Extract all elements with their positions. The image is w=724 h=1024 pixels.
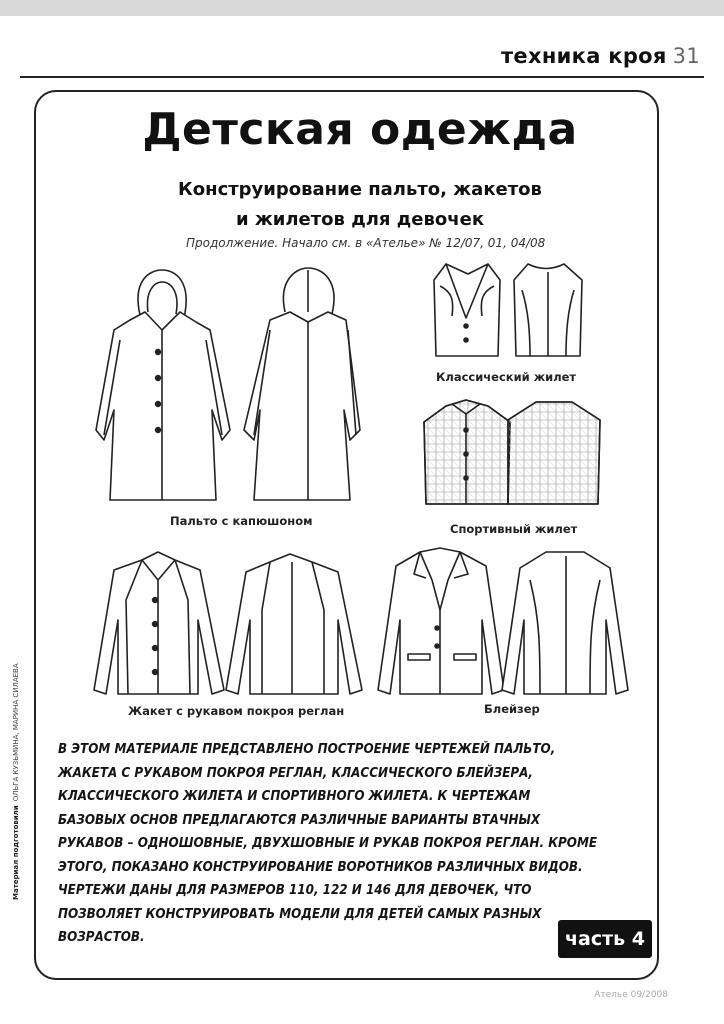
subtitle-line-1: Конструирование пальто, жакетов	[178, 179, 542, 200]
sport-vest-back-drawing	[508, 402, 600, 504]
page-number: 31	[672, 44, 700, 68]
section-title: техника кроя	[500, 44, 667, 68]
blazer-back-drawing	[502, 552, 628, 694]
credit-label: Материал подготовили	[12, 805, 20, 900]
coat-back-drawing	[244, 268, 360, 500]
classic-vest-front-drawing	[434, 264, 500, 356]
caption-sport-vest: Спортивный жилет	[450, 522, 578, 536]
article-title: Детская одежда	[142, 104, 578, 155]
caption-jacket: Жакет с рукавом покроя реглан	[128, 704, 345, 718]
blazer-front-drawing	[378, 548, 504, 694]
issue-footer: Ателье 09/2008	[594, 990, 668, 1000]
coat-front-drawing	[96, 270, 230, 500]
part-badge: часть 4	[558, 920, 652, 958]
jacket-front-drawing	[94, 552, 224, 694]
classic-vest-back-drawing	[514, 264, 582, 356]
caption-blazer: Блейзер	[484, 702, 540, 716]
jacket-back-drawing	[226, 554, 362, 694]
author-credit	[12, 663, 20, 900]
caption-coat: Пальто с капюшоном	[170, 514, 313, 528]
intro-paragraph: В ЭТОМ МАТЕРИАЛЕ ПРЕДСТАВЛЕНО ПОСТРОЕНИЕ ЧЕРТЕЖЕЙ ПАЛЬТО, ЖАКЕТА С РУКАВОМ ПОКРОЯ РЕГЛАН, КЛАССИЧЕСКОГО БЛЕЙЗЕРА, КЛАССИЧЕСКОГО ЖИЛЕТА И СПОРТИВНОГО ЖИЛЕТА. К ЧЕРТЕЖАМ БАЗОВЫХ ОСНОВ ПРЕДЛАГАЮТСЯ РАЗЛИЧНЫЕ ВАРИАНТЫ ВТАЧНЫХ РУКАВОВ – ОДНОШОВНЫЕ, ДВУХШОВНЫЕ И РУКАВ ПОКРОЯ РЕГЛАН. КРОМЕ ЭТОГО, ПОКАЗАНО КОНСТРУИРОВАНИЕ ВОРОТНИКОВ РАЗЛИЧНЫХ ВИДОВ. ЧЕРТЕЖИ ДАНЫ ДЛЯ РАЗМЕРОВ 110, 122 И 146 ДЛЯ ДЕВОЧЕК, ЧТО ПОЗВОЛЯЕТ КОНСТРУИРОВАТЬ МОДЕЛИ ДЛЯ ДЕТЕЙ САМЫХ РАЗНЫХ ВОЗРАСТОВ.	[58, 742, 598, 945]
continuation-note: Продолжение. Начало см. в «Ателье» № 12/07, 01, 04/08	[186, 236, 546, 250]
subtitle-line-2: и жилетов для девочек	[235, 209, 485, 230]
sport-vest-front-drawing	[424, 400, 510, 504]
caption-classic-vest: Классический жилет	[436, 370, 577, 384]
credit-names: ОЛЬГА КУЗЬМИНА, МАРИНА СИЛАЕВА	[12, 663, 20, 802]
